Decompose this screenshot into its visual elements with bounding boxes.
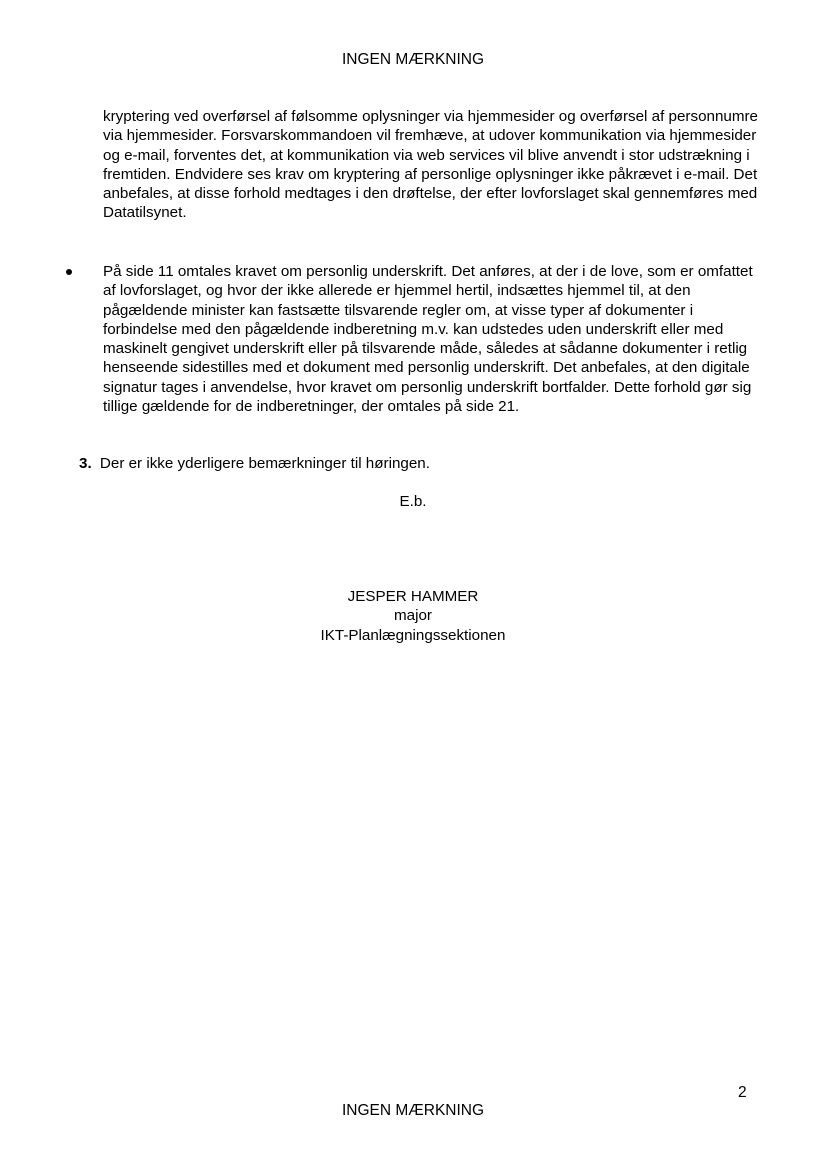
header-classification: INGEN MÆRKNING bbox=[341, 51, 485, 68]
bullet-list-item bbox=[66, 262, 766, 416]
signature-block bbox=[0, 587, 826, 645]
page-number: 2 bbox=[738, 1084, 747, 1101]
signatory-name: JESPER HAMMER bbox=[347, 588, 479, 605]
signatory-rank: major bbox=[394, 607, 432, 625]
item-number: 3. bbox=[79, 455, 92, 472]
signatory-unit: IKT-Planlægningssektionen bbox=[320, 626, 506, 644]
numbered-item bbox=[79, 454, 779, 473]
continued-paragraph: kryptering ved overførsel af følsomme oplysninger via hjemmesider og overførsel af personnumre via hjemmesider. Forsvarskommandoen vil fremhæve, at udover kommunikation via hjemmesider og e-mail, forventes det, at kommunikation via web services vil blive anvendt i stor udstrækning i fremtiden. Endvidere ses krav om kryptering af personlige oplysninger ikke påkrævet i e-mail. Det anbefales, at disse forhold medtages i den drøftelse, der efter lovforslaget skal gennemføres med Datatilsynet. bbox=[103, 108, 759, 222]
item-text: Der er ikke yderligere bemærkninger til høringen. bbox=[99, 455, 430, 472]
closing-abbreviation: E.b. bbox=[399, 493, 427, 510]
bullet-paragraph: På side 11 omtales kravet om personlig underskrift. Det anføres, at der i de love, som er omfattet af lovforslaget, og hvor der ikke allerede er hjemmel hertil, indsættes hjemmel til, at den pågældende minister kan fastsætte tilsvarende regler om, at visse typer af dokumenter i forbindelse med den pågældende indberetning m.v. kan udstedes uden underskrift eller med maskinelt gengivet underskrift eller på tilsvarende måde, således at sådanne dokumenter i retlig henseende sidestilles med et dokument med personlig underskrift. Det anbefales, at den digitale signatur tages i anvendelse, hvor kravet om personlig underskrift bortfalder. Dette forhold gør sig tillige gældende for de indberetninger, der omtales på side 21. bbox=[103, 263, 753, 416]
bullet-icon bbox=[66, 269, 72, 275]
footer-classification: INGEN MÆRKNING bbox=[341, 1102, 485, 1119]
